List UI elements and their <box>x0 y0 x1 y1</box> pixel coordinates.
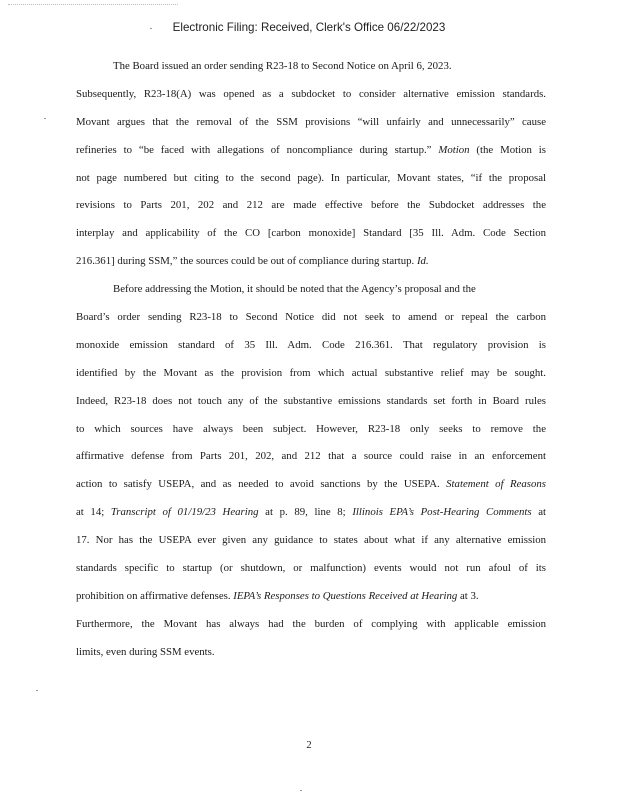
scan-speck <box>300 790 302 791</box>
text-run: (the Motion is <box>469 143 546 156</box>
text-line: affirmative defense from Parts 201, 202, and 212 that a source could raise in an enforcement <box>76 450 546 463</box>
citation-statement-of-reasons: Statement of Reasons <box>446 478 546 491</box>
scan-artifact-dots <box>8 4 178 7</box>
text-line: Movant argues that the removal of the SSM provisions “will unfairly and unnecessarily” cause <box>76 115 546 128</box>
text-line: Subsequently, R23-18(A) was opened as a subdocket to consider alternative emission standards. <box>76 87 546 100</box>
text-line: interplay and applicability of the CO [carbon monoxide] Standard [35 Ill. Adm. Code Section <box>76 227 546 240</box>
text-line: standards specific to startup (or shutdown, or malfunction) events would not run afoul of its <box>76 562 546 575</box>
text-line: not page numbered but citing to the second page). In particular, Movant states, “if the proposal <box>76 171 546 184</box>
filing-stamp-header: Electronic Filing: Received, Clerk's Office 06/22/2023 <box>172 21 446 34</box>
text-run: at p. 89, line 8; <box>258 506 353 519</box>
scan-speck <box>44 118 46 119</box>
text-line: to which sources have always been subject. However, R23-18 only seeks to remove the <box>76 422 546 435</box>
citation-iepa-responses: IEPA’s Responses to Questions Received at Hearing <box>233 589 458 602</box>
citation-transcript: Transcript of 01/19/23 Hearing <box>110 506 259 519</box>
text-line: Furthermore, the Movant has always had the burden of complying with applicable emission <box>76 617 546 630</box>
text-line: 17. Nor has the USEPA ever given any guidance to states about what if any alternative emission <box>76 534 546 547</box>
scan-speck <box>36 690 38 691</box>
text-line: Board’s order sending R23-18 to Second Notice did not seek to amend or repeal the carbon <box>76 311 546 324</box>
text-line <box>76 471 546 499</box>
text-line: identified by the Movant as the provision from which actual substantive relief may be sought. <box>76 366 546 379</box>
text-run: refineries to “be faced with allegations of noncompliance during startup.” <box>76 143 439 156</box>
text-line: limits, even during SSM events. <box>76 645 215 658</box>
text-line <box>76 248 546 276</box>
text-run: 216.361] during SSM,” the sources could be out of compliance during startup. <box>76 255 417 268</box>
text-line: monoxide emission standard of 35 Ill. Adm. Code 216.361. That regulatory provision is <box>76 338 546 351</box>
paragraph-1 <box>76 53 546 276</box>
citation-post-hearing-comments: Illinois EPA’s Post-Hearing Comments <box>352 506 532 519</box>
text-line <box>76 137 546 165</box>
text-run: at 14; <box>76 506 111 519</box>
text-run: at <box>531 506 547 519</box>
page-number: 2 <box>306 740 312 751</box>
text-run: prohibition on affirmative defenses. <box>76 589 234 602</box>
document-body <box>76 53 546 667</box>
text-run: at 3. <box>457 589 479 602</box>
text-run: action to satisfy USEPA, and as needed to avoid sanctions by the USEPA. <box>76 478 447 491</box>
paragraph-2 <box>76 276 546 666</box>
text-line: Indeed, R23-18 does not touch any of the substantive emissions standards set forth in Board rules <box>76 394 546 407</box>
text-line: revisions to Parts 201, 202 and 212 are made effective before the Subdocket addresses the <box>76 199 546 212</box>
text-line <box>76 499 546 527</box>
text-line: The Board issued an order sending R23-18 to Second Notice on April 6, 2023. <box>113 60 452 72</box>
text-line: Before addressing the Motion, it should be noted that the Agency’s proposal and the <box>113 283 476 296</box>
citation-id: Id. <box>416 255 429 268</box>
text-line <box>76 583 546 611</box>
citation-motion: Motion <box>438 143 470 156</box>
